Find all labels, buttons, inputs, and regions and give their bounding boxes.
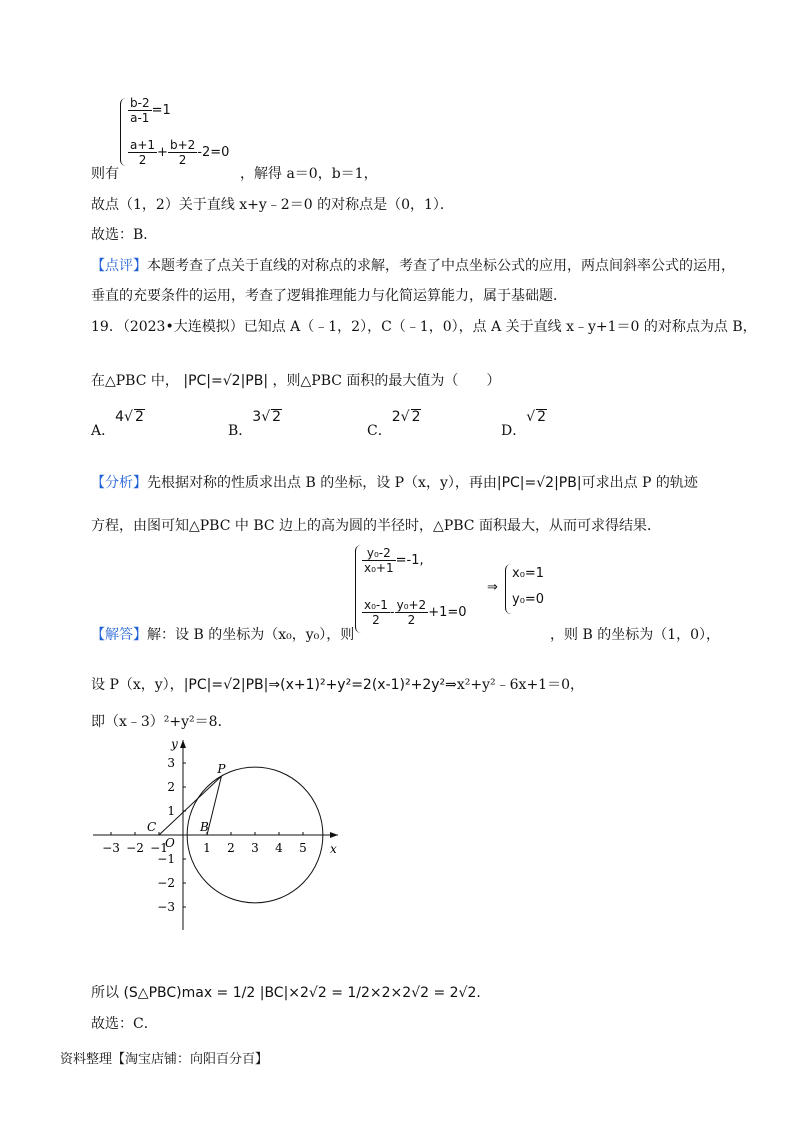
solution-brace-right: [505, 564, 511, 614]
analysis-text1b: 可求出点 P 的轨迹: [581, 475, 698, 491]
solution-brace-left: [355, 545, 362, 633]
footer-source: 资料整理【淘宝店铺：向阳百分百】: [60, 1052, 269, 1067]
y-tick-label: −1: [157, 852, 175, 866]
eq-rhs: =1: [151, 103, 171, 118]
final-line: [91, 982, 490, 1002]
option-label: B．: [228, 423, 253, 439]
option-label: D．: [501, 423, 527, 439]
fraction-numerator: y₀+2: [396, 598, 427, 612]
x-axis-arrow: [330, 832, 338, 838]
analysis-text1a: 先根据对称的性质求出点 B 的坐标，设 P（x，y），再由: [147, 475, 497, 491]
y-tick-label: −3: [157, 900, 175, 914]
option-d: D．√ 2: [501, 409, 547, 439]
option-b: B．3√ 2: [228, 409, 282, 439]
top-line2: 故点（1，2）关于直线 x+y﹣2＝0 的对称点是（0，1）．: [91, 197, 454, 213]
fraction-denominator: 2: [138, 153, 147, 167]
eq-rhs: +1=0: [428, 605, 467, 620]
plus-sign: +: [157, 145, 168, 160]
eq-rhs: -2=0: [197, 145, 230, 160]
fraction-numerator: a+1: [130, 138, 156, 152]
x-tick-label: 1: [203, 841, 211, 855]
solution-line2b: ⇒x²+y²﹣6x+1＝0，: [445, 677, 584, 693]
x-axis-label: x: [330, 842, 337, 856]
option-coef: 3: [252, 409, 262, 425]
origin-label: O: [165, 836, 175, 850]
x-tick-label: −1: [150, 841, 168, 855]
x-tick-label: 3: [251, 841, 259, 855]
x-tick-label: −3: [102, 841, 120, 855]
final-end: ．: [476, 985, 491, 1001]
final-formula: (S△PBC)max = 1/2 |BC|×2√2 = 1/2×2×2√2 = 2√2: [123, 985, 477, 1001]
comment-line1: [91, 255, 735, 275]
top-result: ，解得 a＝0，b＝1，: [240, 166, 378, 182]
option-radicand: 2: [134, 409, 144, 425]
result-x0: x₀=1: [512, 566, 545, 581]
question-number: 19．: [91, 319, 123, 335]
top-line3: 故选：B．: [91, 227, 158, 243]
fraction-denominator: 2: [178, 153, 187, 167]
fraction-denominator: 2: [372, 613, 380, 627]
result-y0: y₀=0: [512, 592, 545, 607]
option-radicand: 2: [411, 409, 421, 425]
x-tick-label: −2: [126, 841, 144, 855]
top-lead: 则有: [91, 166, 119, 182]
question-stem2b: ，则△PBC 面积的最大值为（ ）: [272, 373, 501, 389]
question-stem1: （2023•大连模拟）已知点 A（﹣1，2），C（﹣1，0），点 A 关于直线 x﹣y+1＝0 的对称点为点 B，: [122, 319, 757, 335]
analysis-tag: 【分析】: [91, 475, 147, 491]
option-coef: 2: [391, 409, 401, 425]
fraction-denominator: x₀+1: [364, 561, 394, 575]
comment-text1: 本题考查了点关于直线的对称点的求解，考查了中点坐标公式的应用，两点间斜率公式的运用，: [147, 258, 735, 274]
question-19-line1: [91, 316, 757, 336]
y-tick-label: −2: [157, 876, 175, 890]
fraction-denominator: a-1: [130, 111, 150, 125]
condition-formula: |PC|=√2|PB|: [183, 373, 269, 389]
labels: [147, 737, 337, 856]
y-tick-label: 1: [167, 804, 175, 818]
point-p-label: P: [217, 762, 226, 777]
fraction-numerator: b-2: [130, 96, 150, 110]
eq-rhs: =-1,: [395, 553, 424, 568]
y-tick-label: 2: [167, 780, 175, 794]
solution-line2a: 设 P（x，y），: [91, 677, 184, 693]
final-answer: 故选：C．: [91, 1016, 158, 1032]
solution-sys-eq2: [362, 598, 467, 627]
solution-text1b: ，则 B 的坐标为（1，0），: [550, 627, 721, 643]
solution-sys-eq1: [362, 546, 424, 575]
fraction-denominator: 2: [407, 613, 416, 627]
coordinate-graph: [88, 735, 348, 935]
axes: [93, 740, 338, 930]
system-eq1: [128, 96, 171, 125]
solution-line1a: [91, 624, 354, 644]
option-a: A．4√ 2: [91, 409, 144, 439]
final-lead: 所以: [91, 985, 119, 1001]
option-c: C．2√ 2: [367, 409, 421, 439]
solution-text1a: 解：设 B 的坐标为（x₀，y₀），则: [147, 627, 355, 643]
x-tick-label: 5: [299, 841, 307, 855]
solution-line2-formula: |PC|=√2|PB|⇒(x+1)²+y²=2(x-1)²+2y²: [183, 677, 446, 693]
x-tick-label: 4: [275, 841, 283, 855]
question-stem2a: 在△PBC 中，: [91, 373, 179, 389]
comment-line2: 垂直的充要条件的运用，考查了逻辑推理能力与化简运算能力，属于基础题．: [91, 288, 567, 304]
option-label: C．: [367, 423, 392, 439]
fraction-numerator: b+2: [169, 138, 196, 152]
question-19-line2: [91, 370, 500, 390]
system-brace-top: [120, 98, 127, 166]
point-b-label: B: [200, 820, 209, 834]
solution-line2: [91, 674, 584, 694]
analysis-line1: [91, 472, 698, 492]
fraction-numerator: y₀-2: [362, 546, 396, 561]
comment-tag: 【点评】: [91, 258, 147, 274]
solution-line3: 即（x﹣3）²+y²＝8．: [91, 714, 232, 730]
option-radicand: 2: [537, 409, 547, 425]
option-radicand: 2: [272, 409, 282, 425]
option-coef: 4: [115, 409, 125, 425]
point-c-label: C: [147, 820, 157, 834]
system-eq2: [128, 138, 229, 167]
option-label: A．: [91, 423, 116, 439]
solution-tag: 【解答】: [91, 627, 147, 643]
y-tick-label: 3: [167, 756, 175, 770]
analysis-formula: |PC|=√2|PB|: [496, 475, 582, 491]
y-axis-arrow: [180, 740, 186, 748]
y-axis-label: y: [171, 737, 178, 751]
fraction-numerator: x₀-1: [364, 598, 388, 612]
analysis-line2: 方程，由图可知△PBC 中 BC 边上的高为圆的半径时，△PBC 面积最大，从而可求得结果．: [91, 518, 661, 534]
implies-arrow: ⇒: [487, 580, 498, 595]
minus-sign: -: [389, 605, 395, 620]
x-tick-label: 2: [227, 841, 235, 855]
